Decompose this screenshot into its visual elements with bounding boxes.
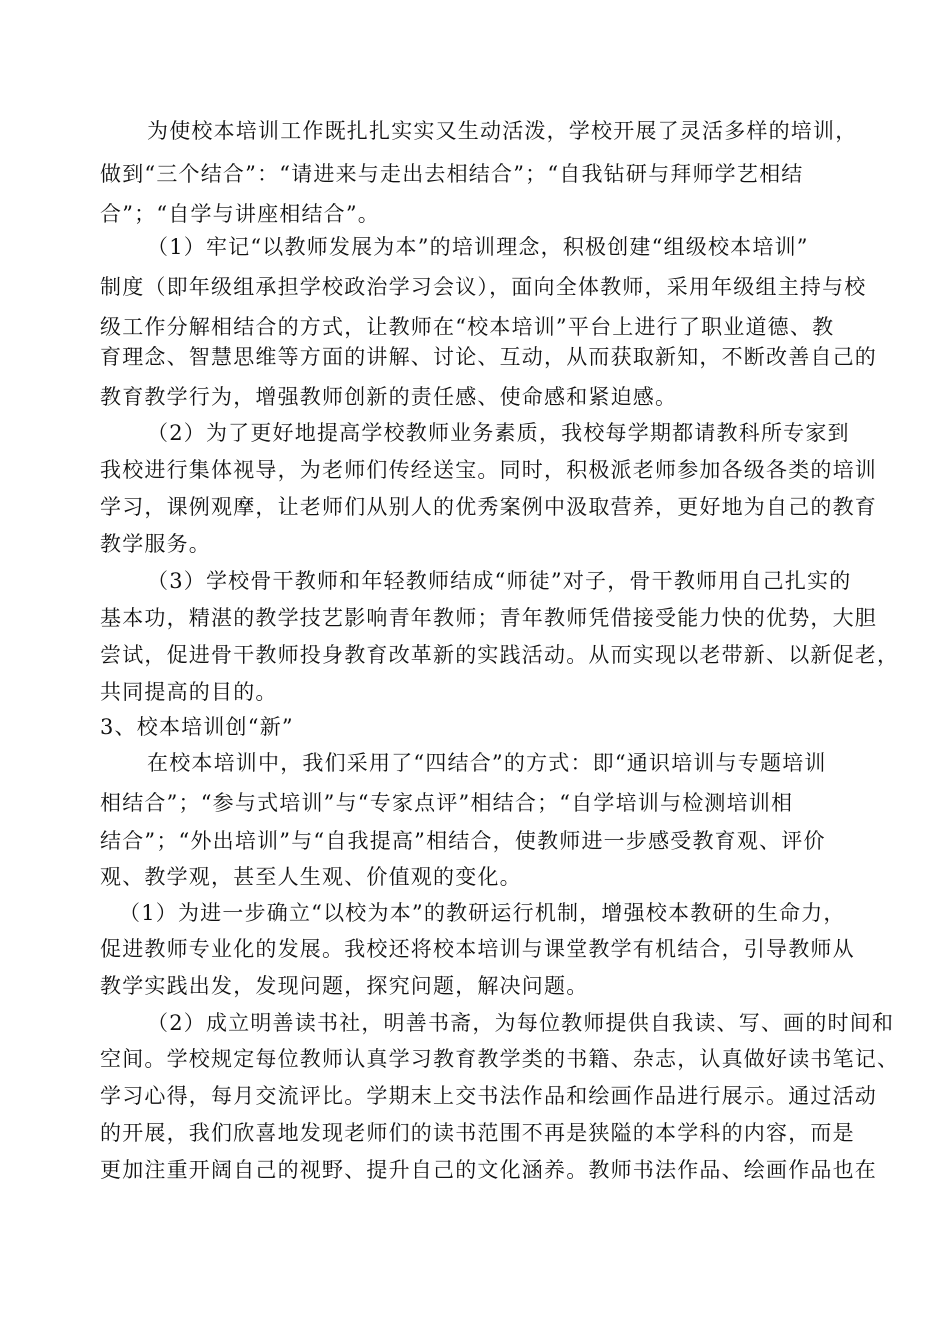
text-line: （2）为了更好地提高学校教师业务素质，我校每学期都请教科所专家到 [147,421,850,445]
text-line: 空间。学校规定每位教师认真学习教育教学类的书籍、杂志，认真做好读书笔记、 [100,1047,900,1071]
text-line: 共同提高的目的。 [100,680,278,704]
text-line: （2）成立明善读书社，明善书斋，为每位教师提供自我读、写、画的时间和 [147,1011,895,1035]
text-line: 结合”；“外出培训”与“自我提高”相结合，使教师进一步感受教育观、评价 [100,829,826,853]
text-line: 促进教师专业化的发展。我校还将校本培训与课堂教学有机结合，引导教师从 [100,937,855,961]
text-line: 我校进行集体视导，为老师们传经送宝。同时，积极派老师参加各级各类的培训 [100,458,877,482]
text-line: 做到“三个结合”：“请进来与走出去相结合”；“自我钻研与拜师学艺相结 [100,162,804,186]
text-line: （1）为进一步确立“以校为本”的教研运行机制，增强校本教研的生命力， [119,901,846,925]
text-line: 育理念、智慧思维等方面的讲解、讨论、互动，从而获取新知，不断改善自己的 [100,345,877,369]
text-line: 合”；“自学与讲座相结合”。 [100,202,381,226]
text-line: 制度（即年级组承担学校政治学习会议），面向全体教师，采用年级组主持与校 [100,275,867,299]
section-heading: 3、校本培训创“新” [100,715,294,739]
text-line: 基本功，精湛的教学技艺影响青年教师；青年教师凭借接受能力快的优势，大胆 [100,606,877,630]
text-line: 学习，课例观摩，让老师们从别人的优秀案例中汲取营养，更好地为自己的教育 [100,495,877,519]
text-line: 学习心得，每月交流评比。学期末上交书法作品和绘画作品进行展示。通过活动 [100,1084,877,1108]
text-line: （1）牢记“以教师发展为本”的培训理念，积极创建“组级校本培训” [147,235,809,259]
text-line: （3）学校骨干教师和年轻教师结成“师徒”对子，骨干教师用自己扎实的 [147,569,852,593]
text-line: 在校本培训中，我们采用了“四结合”的方式：即“通识培训与专题培训 [147,751,827,775]
text-line: 更加注重开阔自己的视野、提升自己的文化涵养。教师书法作品、绘画作品也在 [100,1158,877,1182]
text-line: 教学实践出发，发现问题，探究问题，解决问题。 [100,974,589,998]
text-line: 相结合”；“参与式培训”与“专家点评”相结合；“自学培训与检测培训相 [100,791,794,815]
text-line: 教学服务。 [100,532,211,556]
text-line: 观、教学观，甚至人生观、价值观的变化。 [100,865,522,889]
text-line: 的开展，我们欣喜地发现老师们的读书范围不再是狭隘的本学科的内容，而是 [100,1121,855,1145]
text-line: 尝试，促进骨干教师投身教育改革新的实践活动。从而实现以老带新、以新促老， [100,643,900,667]
text-line: 为使校本培训工作既扎扎实实又生动活泼，学校开展了灵活多样的培训， [147,119,858,143]
text-line: 级工作分解相结合的方式，让教师在“校本培训”平台上进行了职业道德、教 [100,315,835,339]
text-line: 教育教学行为，增强教师创新的责任感、使命感和紧迫感。 [100,385,678,409]
